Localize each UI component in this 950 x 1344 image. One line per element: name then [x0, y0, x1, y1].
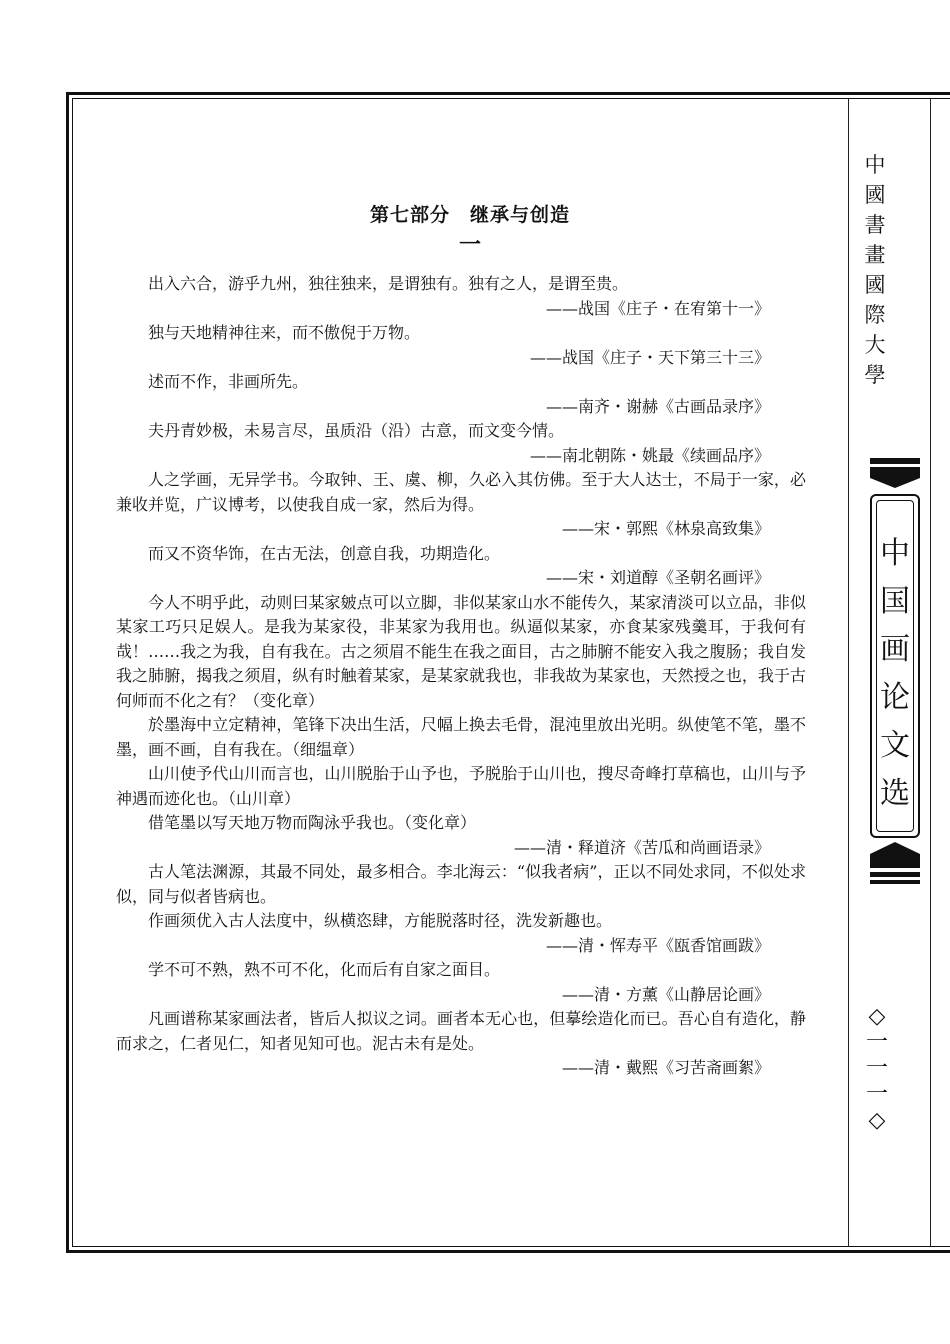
quote-paragraph: 凡画谱称某家画法者，皆后人拟议之词。画者本无心也，但摹绘造化而已。吾心自有造化，静而求之，仁者见仁，知者见知可也。泥古未有是处。 — [116, 1009, 806, 1053]
running-header-vertical — [862, 150, 888, 390]
quote-paragraph: 作画须优入古人法度中，纵横恣肆，方能脱落时径，洗发新趣也。 — [148, 911, 613, 930]
source-citation: ——宋・郭熙《林泉高致集》 — [561, 519, 770, 538]
sidebar-rule — [848, 98, 849, 1247]
quote-paragraph: 於墨海中立定精神，笔锋下决出生活，尺幅上换去毛骨，混沌里放出光明。纵使笔不笔，墨不墨，画不画，自有我在。（细缊章） — [116, 715, 806, 759]
banner-ornament-top — [870, 458, 920, 488]
quote-paragraph: 夫丹青妙极，未易言尽，虽质沿（沿）古意，而文变今情。 — [148, 421, 565, 440]
page-number-char: 一 — [865, 1082, 888, 1107]
source-citation: ——南北朝陈・姚最《续画品序》 — [529, 445, 770, 465]
page-number-char: 一 — [865, 1030, 888, 1055]
source-citation: ——南齐・谢赫《古画品录序》 — [545, 396, 770, 416]
header-char: 畫 — [864, 243, 886, 267]
header-char: 中 — [864, 153, 886, 177]
source-citation: ——战国《庄子・在宥第十一》 — [545, 298, 770, 318]
book-title-vertical — [870, 530, 920, 818]
source-citation: ——清・释道济《苦瓜和尚画语录》 — [513, 837, 770, 857]
banner-char: 画 — [880, 632, 910, 667]
banner-ornament-bottom — [870, 842, 920, 884]
source-citation: ——清・恽寿平《瓯香馆画跋》 — [545, 935, 770, 955]
source-citation: ——宋・刘道醇《圣朝名画评》 — [545, 568, 770, 587]
header-char: 書 — [864, 213, 886, 237]
quote-paragraph: 山川使予代山川而言也，山川脱胎于山予也，予脱胎于山川也，搜尽奇峰打草稿也，山川与予神遇而迹化也。（山川章） — [116, 764, 806, 808]
quote-paragraph: 借笔墨以写天地万物而陶泳乎我也。（变化章） — [148, 813, 477, 832]
quote-paragraph: 述而不作，非画所先。 — [148, 372, 309, 391]
page-number-char: 一 — [865, 1056, 888, 1081]
sidebar-rule — [930, 98, 931, 1247]
banner-char: 国 — [880, 584, 910, 619]
text-blocks — [116, 272, 806, 1081]
quote-paragraph: 人之学画，无异学书。今取钟、王、虞、柳，久必入其仿佛。至于大人达士，不局于一家，必兼收并览，广议博考，以使我自成一家，然后为得。 — [116, 470, 806, 514]
banner-char: 论 — [880, 680, 910, 715]
page-number-char: ◇ — [868, 1004, 886, 1029]
page-body — [116, 200, 806, 1081]
banner-char: 文 — [880, 728, 910, 763]
banner-char: 选 — [880, 776, 910, 811]
source-citation: ——清・方薰《山静居论画》 — [561, 984, 770, 1004]
source-citation: ——清・戴熙《习苦斋画絮》 — [561, 1058, 770, 1077]
header-char: 際 — [864, 303, 886, 327]
page-number-vertical — [862, 1004, 892, 1134]
quote-paragraph: 出入六合，游乎九州，独往独来，是谓独有。独有之人，是谓至贵。 — [148, 274, 629, 293]
header-char: 國 — [864, 273, 886, 297]
section-number: 一 — [458, 232, 481, 258]
quote-paragraph: 今人不明乎此，动则曰某家皴点可以立脚，非似某家山水不能传久，某家清淡可以立品，非似某家工巧只足娱人。是我为某家役，非某家为我用也。纵逼似某家，亦食某家残羹耳，于我何有哉！……我之为我，自有我在。古之须眉不能生在我之面目，古之肺腑不能安入我之腹肠；我自发我之肺腑，揭我之须眉，纵有时触着某家，是某家就我也，非我故为某家也，天然授之也，我于古何师而不化之有？（变化章） — [116, 592, 806, 710]
quote-paragraph: 古人笔法渊源，其最不同处，最多相合。李北海云：“似我者病”，正以不同处求同，不似处求似，同与似者皆病也。 — [116, 862, 806, 906]
banner-char: 中 — [880, 536, 910, 571]
quote-paragraph: 独与天地精神往来，而不傲倪于万物。 — [148, 323, 421, 342]
header-char: 大 — [864, 333, 886, 357]
quote-paragraph: 学不可不熟，熟不可不化，化而后有自家之面目。 — [148, 960, 501, 979]
quote-paragraph: 而又不资华饰，在古无法，创意自我，功期造化。 — [148, 543, 501, 563]
header-char: 國 — [864, 183, 886, 207]
source-citation: ——战国《庄子・天下第三十三》 — [529, 347, 770, 367]
header-char: 學 — [864, 363, 886, 387]
part-title: 第七部分 继承与创造 — [369, 204, 570, 226]
page-number-char: ◇ — [868, 1108, 886, 1133]
